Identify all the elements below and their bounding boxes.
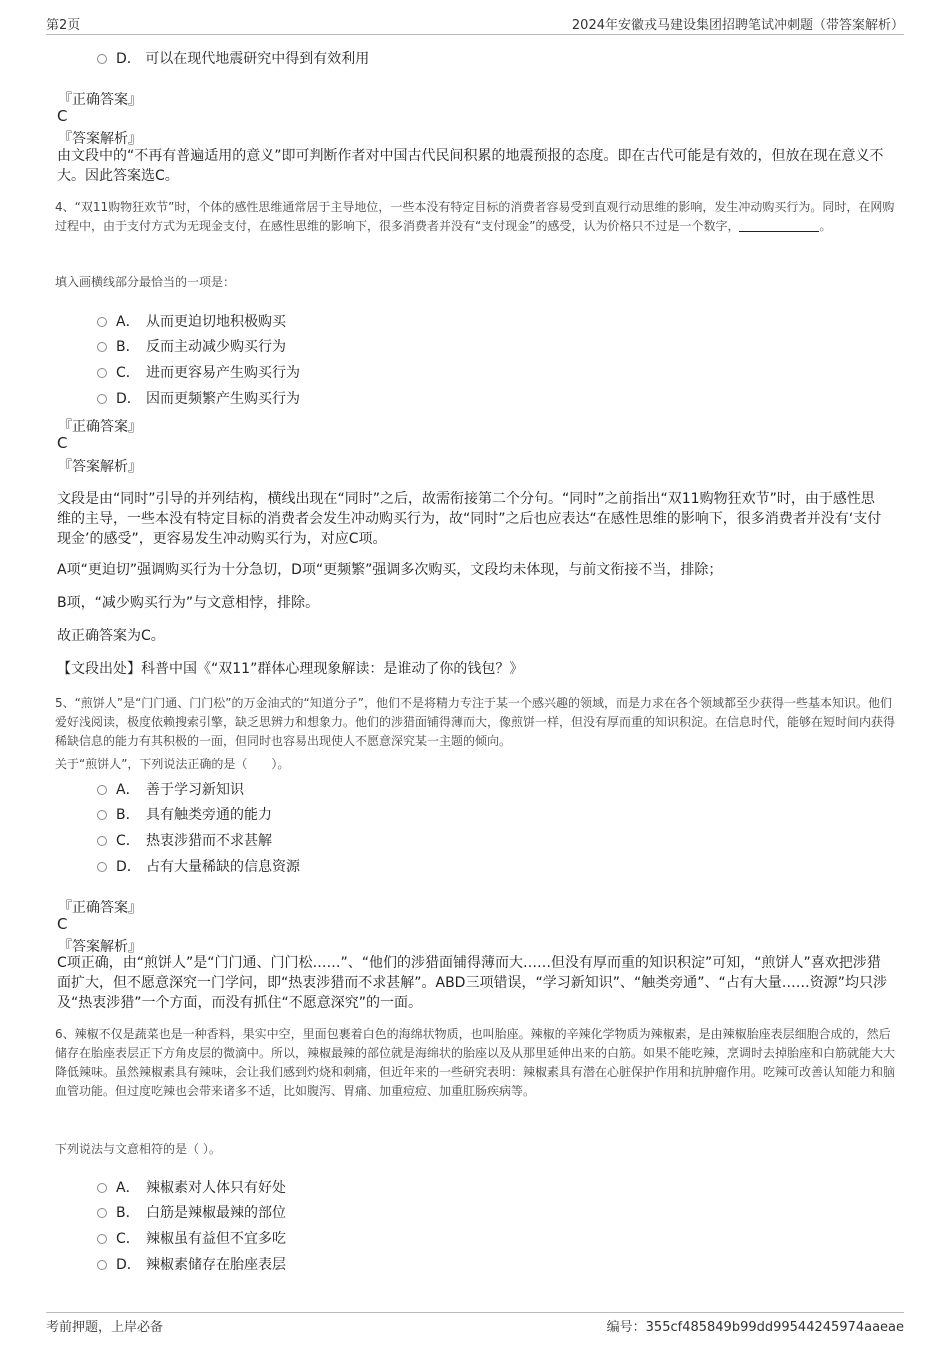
option-text: 辣椒素储存在胎座表层	[146, 1257, 286, 1273]
radio-icon[interactable]	[97, 342, 107, 352]
q4-option-a[interactable]	[97, 311, 286, 331]
radio-icon[interactable]	[97, 862, 107, 872]
option-key: A．	[116, 1180, 140, 1196]
answer-value: C	[57, 107, 68, 125]
analysis-label: 『答案解析』	[58, 459, 142, 475]
answer-value: C	[57, 434, 68, 452]
radio-icon[interactable]	[97, 785, 107, 795]
option-text: 善于学习新知识	[146, 782, 244, 798]
q4-option-c[interactable]	[97, 362, 300, 382]
option-key: D．	[116, 859, 141, 875]
analysis-text: C项正确，由“煎饼人”是“门门通、门门松……”、“他们的涉猎面铺得薄而大……但没有厚而重的知识积淀”可知，“煎饼人”喜欢把涉猎面扩大，但不愿意深究一门学问，即“热衷涉猎而不求甚解”。ABD三项错误，“学习新知识”、“触类旁通”、“占有大量……资源”均只涉及“热衷涉猎”一个方面，而没有抓住“不愿意深究”的一面。	[57, 955, 887, 1011]
radio-icon[interactable]	[97, 394, 107, 404]
radio-icon[interactable]	[97, 368, 107, 378]
q6-option-a[interactable]	[97, 1177, 286, 1197]
option-key: C．	[116, 833, 140, 849]
q6-option-b[interactable]	[97, 1202, 286, 1222]
question-prompt: 填入画横线部分最恰当的一项是：	[55, 275, 236, 289]
option-text: 因而更频繁产生购买行为	[146, 391, 300, 407]
document-code: 编号：355cf485849b99dd99544245974aaeae	[606, 1320, 904, 1335]
answer-label: 『正确答案』	[58, 92, 142, 108]
radio-icon[interactable]	[97, 1234, 107, 1244]
option-key: D．	[116, 1257, 141, 1273]
question-stem: 5、“煎饼人”是“门门通、门门松”的万金油式的“知道分子”，他们不是将精力专注于某一个感兴趣的领域，而是力求在各个领域都至少获得一些基本知识。他们爱好浅阅读，极度依赖搜索引擎，缺乏思辨力和想象力。他们的涉猎面铺得薄而大，像煎饼一样，但没有厚而重的知识积淀。在信息时代，能够在短时间内获得稀缺信息的能力有其积极的一面，但同时也容易出现使人不愿意深究某一主题的倾向。	[55, 696, 896, 748]
option-key: D．	[116, 391, 141, 407]
option-text: 热衷涉猎而不求甚解	[146, 833, 272, 849]
q4-option-d[interactable]	[97, 388, 300, 408]
analysis-label: 『答案解析』	[58, 131, 142, 147]
q5-option-d[interactable]	[97, 856, 300, 876]
q6-option-d[interactable]	[97, 1254, 286, 1274]
q3-option-d[interactable]	[97, 48, 369, 68]
option-text: 辣椒虽有益但不宜多吃	[146, 1231, 286, 1247]
option-key: B．	[116, 339, 140, 355]
radio-icon[interactable]	[97, 1260, 107, 1270]
option-key: A．	[116, 314, 140, 330]
option-text: 反而主动减少购买行为	[146, 339, 286, 355]
stem-end: 。	[819, 219, 832, 233]
q4-option-b[interactable]	[97, 336, 286, 356]
radio-icon[interactable]	[97, 54, 107, 64]
q5-option-c[interactable]	[97, 830, 272, 850]
option-key: C．	[116, 365, 140, 381]
footer-slogan: 考前押题，上岸必备	[46, 1320, 164, 1335]
radio-icon[interactable]	[97, 1208, 107, 1218]
analysis-text: B项，“减少购买行为”与文意相悖，排除。	[57, 595, 320, 611]
question-stem: 6、辣椒不仅是蔬菜也是一种香料，果实中空，里面包裹着白色的海绵状物质，也叫胎座。辣椒的辛辣化学物质为辣椒素，是由辣椒胎座表层细胞合成的，然后储存在胎座表层正下方角皮层的微滴中。所以，辣椒最辣的部位就是海绵状的胎座以及从那里延伸出来的白筋。如果不能吃辣，烹调时去掉胎座和白筋就能大大降低辣味。虽然辣椒素具有辣味，会让我们感到灼烧和刺痛，但近年来的一些研究表明：辣椒素具有潜在心脏保护作用和抗肿瘤作用。吃辣可改善认知能力和脑血管功能。但过度吃辣也会带来诸多不适，比如腹泻、胃痛、加重痘痘、加重肛肠疾病等。	[55, 1027, 896, 1098]
option-key: C．	[116, 1231, 140, 1247]
analysis-text: 由文段中的“不再有普遍适用的意义”即可判断作者对中国古代民间积累的地震预报的态度。即在古代可能是有效的，但放在现在意义不大。因此答案选C。	[57, 148, 884, 184]
answer-value: C	[57, 915, 68, 933]
question-prompt: 下列说法与文意相符的是（ ）。	[55, 1142, 221, 1156]
question-stem	[55, 198, 895, 236]
option-text: 辣椒素对人体只有好处	[146, 1180, 286, 1196]
option-text: D． 可以在现代地震研究中得到有效利用	[116, 51, 370, 67]
option-text: 进而更容易产生购买行为	[146, 365, 300, 381]
analysis-text: A项“更迫切”强调购买行为十分急切，D项“更频繁”强调多次购买，文段均未体现，与前文衔接不当，排除；	[57, 562, 723, 578]
answer-label: 『正确答案』	[58, 900, 142, 916]
option-key: A．	[116, 782, 140, 798]
radio-icon[interactable]	[97, 1183, 107, 1193]
answer-label: 『正确答案』	[58, 419, 142, 435]
document-title: 2024年安徽戎马建设集团招聘笔试冲刺题（带答案解析）	[571, 18, 904, 33]
page-footer	[46, 1312, 904, 1338]
stem-text: 4、“双11购物狂欢节”时，个体的感性思维通常居于主导地位，一些本没有特定目标的消费者容易受到直观行动思维的影响，发生冲动购买行为。同时，在网购过程中，由于支付方式为无现金支付，在感性思维的影响下，很多消费者并没有“支付现金”的感受，认为价格只不过是一个数字，	[55, 200, 895, 233]
option-key: B．	[116, 1205, 140, 1221]
radio-icon[interactable]	[97, 810, 107, 820]
option-text: 白筋是辣椒最辣的部位	[146, 1205, 286, 1221]
question-prompt: 关于“煎饼人”，下列说法正确的是（ ）。	[55, 757, 290, 771]
radio-icon[interactable]	[97, 836, 107, 846]
analysis-text: 文段是由“同时”引导的并列结构，横线出现在“同时”之后，故需衔接第二个分句。“同时”之前指出“双11购物狂欢节”时，由于感性思维的主导，一些本没有特定目标的消费者会发生冲动购买行为，故“同时”之后也应表达“在感性思维的影响下，很多消费者并没有‘支付现金’的感受”，更容易发生冲动购买行为，对应C项。	[57, 491, 882, 547]
page-header	[46, 14, 904, 35]
analysis-label: 『答案解析』	[58, 939, 142, 955]
option-text: 具有触类旁通的能力	[146, 807, 272, 823]
q6-option-c[interactable]	[97, 1228, 286, 1248]
q5-option-b[interactable]	[97, 804, 272, 824]
source-citation: 【文段出处】科普中国《“双11”群体心理现象解读：是谁动了你的钱包？》	[57, 661, 524, 677]
option-text: 从而更迫切地积极购买	[146, 314, 286, 330]
radio-icon[interactable]	[97, 317, 107, 327]
fill-blank	[739, 219, 819, 232]
option-text: 占有大量稀缺的信息资源	[146, 859, 300, 875]
option-key: B．	[116, 807, 140, 823]
analysis-text: 故正确答案为C。	[57, 628, 165, 644]
q5-option-a[interactable]	[97, 779, 244, 799]
page-number: 第2页	[46, 18, 81, 33]
